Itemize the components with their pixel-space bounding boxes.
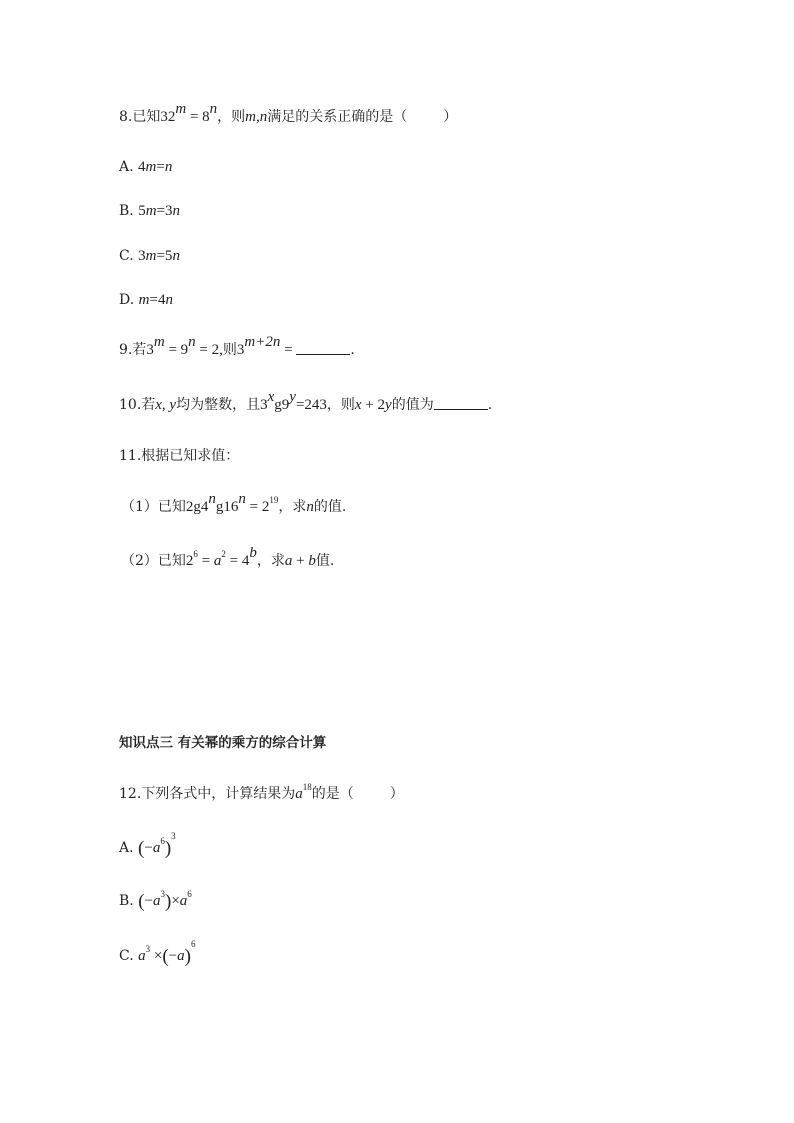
question-number: 8. [119,109,133,125]
question-10: 10.若x, y均为整数，且$3^xg9^y=243$，则x + 2y的值为 . [119,389,493,413]
question-11-title: 11.根据已知求值： [119,448,240,464]
q12-option-b: B. $(-a^3)\times a^6$ [119,889,192,912]
question-11-part-2: （2）已知$2^6 = a^2 = 4^b$，求a + b值. [121,545,335,569]
fill-in-blank [434,397,488,410]
question-9: 9.若$3^m = 9^n = 2$,则$3^{m+2n}$ = . [119,334,355,358]
section-heading: 知识点三 有关幂的乘方的综合计算 [119,735,327,751]
question-number: 10. [119,397,142,413]
option-d: D. m=4n [119,292,173,308]
option-a: A. 4m=n [119,159,173,175]
question-number: 9. [119,342,133,358]
question-11-part-1: （1）已知$2g4^ng16^n = 2^{19}$，求n的值. [121,491,347,515]
question-number: 12. [119,786,142,802]
question-8: 8.已知$32^m = 8^n$，则m,n满足的关系正确的是（ ） [119,101,458,125]
q12-option-c: C. $a^3 \times(-a)^6$ [119,939,196,967]
q12-option-a: A. $(-a^6)^3$ [119,831,176,859]
question-12: 12.下列各式中，计算结果为$a^{18}$的是（ ） [119,782,404,802]
option-c: C. 3m=5n [119,248,180,264]
option-b: B. 5m=3n [119,203,181,219]
fill-in-blank [296,342,350,355]
